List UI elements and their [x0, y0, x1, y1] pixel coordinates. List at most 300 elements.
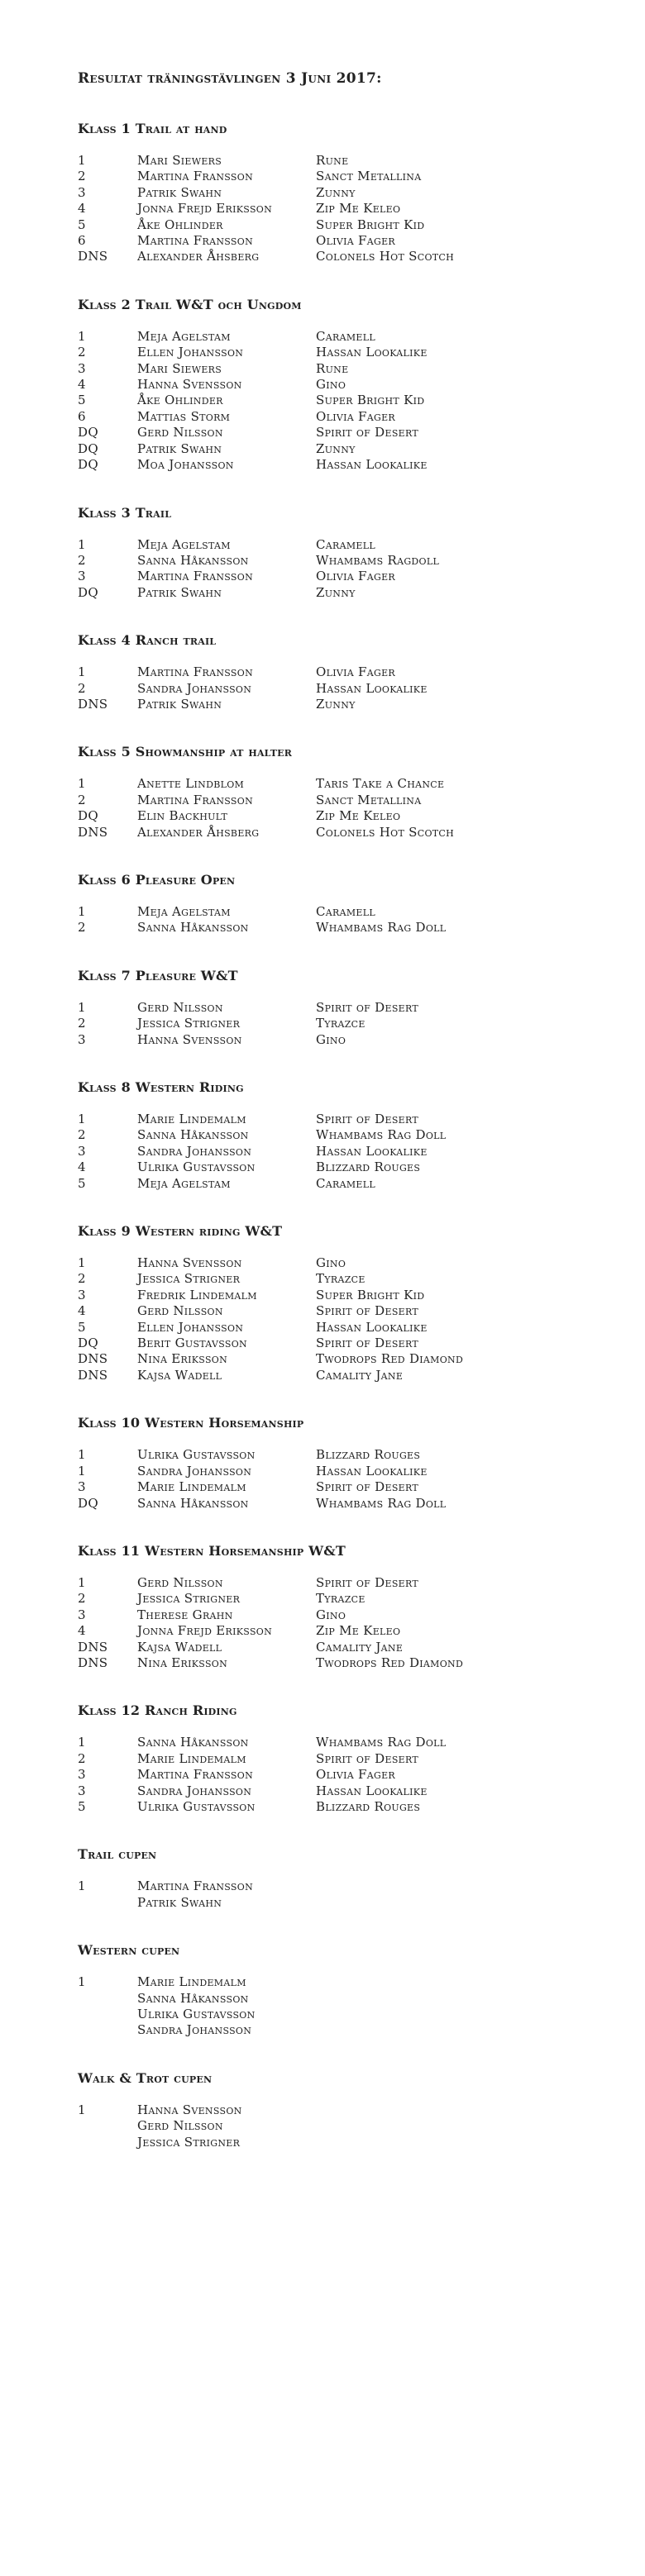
placement: 3	[78, 1479, 86, 1495]
horse-name: Zip Me Keleo	[316, 808, 401, 824]
placement: DQ	[78, 440, 98, 456]
placement: 1	[78, 1574, 86, 1590]
class-section	[78, 1079, 624, 1192]
result-row	[78, 1255, 624, 1271]
class-section	[78, 1223, 624, 1383]
rider-name: Jonna Frejd Eriksson	[137, 201, 273, 217]
class-section	[78, 632, 624, 712]
class-section	[78, 1702, 624, 1815]
rider-name: Nina Eriksson	[137, 1351, 228, 1367]
horse-name: Hassan Lookalike	[316, 1143, 428, 1159]
placement: 1	[78, 1112, 86, 1126]
rider-name: Sanna Håkansson	[137, 1495, 249, 1511]
placement: 1	[78, 1878, 86, 1894]
result-row	[78, 457, 624, 473]
placement	[78, 2007, 137, 2022]
placement: 3	[78, 1031, 86, 1047]
horse-name: Hassan Lookalike	[316, 345, 428, 360]
rider-name: Martina Fransson	[137, 233, 253, 249]
result-row	[78, 1623, 624, 1639]
rider-name: Marie Lindemalm	[137, 1750, 246, 1766]
result-row	[78, 1288, 624, 1303]
placement: 3	[78, 184, 86, 200]
member-name: Marie Lindemalm	[137, 1974, 246, 1990]
horse-name: Taris Take a Chance	[316, 776, 445, 792]
rider-name: Kajsa Wadell	[137, 1639, 222, 1655]
horse-name: Whambams Rag Doll	[316, 1495, 447, 1511]
rider-name: Nina Eriksson	[137, 1655, 228, 1670]
horse-name: Spirit of Desert	[316, 1479, 419, 1495]
cup-section	[78, 1846, 624, 1911]
rider-name: Kajsa Wadell	[137, 1367, 222, 1383]
result-row	[78, 1351, 624, 1367]
placement: 5	[78, 1798, 86, 1814]
rider-name: Moa Johansson	[137, 457, 234, 473]
rider-name: Ulrika Gustavsson	[137, 1798, 256, 1814]
horse-name: Blizzard Rouges	[316, 1159, 421, 1175]
rider-name: Sanna Håkansson	[137, 552, 249, 568]
horse-name: Gino	[316, 377, 346, 393]
horse-name: Whambams Ragdoll	[316, 552, 440, 568]
class-section	[78, 968, 624, 1048]
horse-name: Spirit of Desert	[316, 999, 419, 1015]
placement: 5	[78, 393, 86, 408]
horse-name: Olivia Fager	[316, 408, 395, 424]
placement: 2	[78, 1591, 86, 1607]
rider-name: Therese Grahn	[137, 1607, 233, 1622]
member-name: Patrik Swahn	[137, 1894, 222, 1910]
rider-name: Ellen Johansson	[137, 345, 244, 360]
horse-name: Caramell	[316, 1175, 375, 1191]
placement: 1	[78, 1447, 86, 1463]
horse-name: Sanct Metallina	[316, 169, 422, 184]
class-title: Klass 3 Trail	[78, 504, 172, 521]
result-row	[78, 664, 624, 680]
horse-name: Sanct Metallina	[316, 792, 422, 807]
placement: 3	[78, 1287, 86, 1302]
placement: 1	[78, 664, 86, 680]
placement: 3	[78, 1783, 86, 1798]
result-row	[78, 169, 624, 184]
horse-name: Caramell	[316, 536, 375, 552]
placement: 1	[78, 536, 86, 552]
horse-name: Zunny	[316, 440, 356, 456]
placement: 1	[78, 2102, 86, 2117]
result-row	[78, 361, 624, 377]
class-title: Klass 11 Western Horsemanship W&T	[78, 1542, 346, 1559]
cup-member-row	[78, 2118, 624, 2134]
result-row	[78, 1655, 624, 1671]
rider-name: Åke Ohlinder	[137, 393, 223, 408]
placement: 2	[78, 920, 86, 936]
cup-list	[78, 1846, 624, 2150]
class-section	[78, 297, 624, 474]
class-section	[78, 121, 624, 265]
horse-name: Camality Jane	[316, 1367, 404, 1383]
member-name: Ulrika Gustavsson	[137, 2007, 256, 2021]
rider-name: Hanna Svensson	[137, 377, 242, 393]
rider-name: Åke Ohlinder	[137, 217, 223, 232]
placement: DNS	[78, 1367, 108, 1383]
placement: DQ	[78, 1336, 98, 1351]
placement	[78, 1991, 137, 2007]
placement: 1	[78, 328, 86, 344]
horse-name: Camality Jane	[316, 1639, 404, 1655]
result-row	[78, 1447, 624, 1463]
horse-name: Tyrazce	[316, 1271, 366, 1287]
rider-name: Martina Fransson	[137, 1767, 253, 1783]
rider-name: Jessica Strigner	[137, 1591, 241, 1607]
page-title: Resultat träningstävlingen 3 Juni 2017:	[78, 70, 382, 87]
placement: 1	[78, 903, 86, 919]
result-row	[78, 585, 624, 601]
placement: 6	[78, 233, 86, 249]
member-name: Gerd Nilsson	[137, 2118, 223, 2134]
rider-name: Alexander Åhsberg	[137, 249, 260, 264]
placement: 3	[78, 569, 86, 584]
horse-name: Zunny	[316, 696, 356, 712]
rider-name: Elin Backhult	[137, 808, 228, 824]
cup-title: Western cupen	[78, 1942, 180, 1959]
result-row	[78, 1575, 624, 1591]
placement	[78, 1895, 137, 1911]
rider-name: Meja Agelstam	[137, 328, 231, 344]
placement: 2	[78, 1127, 86, 1143]
result-row	[78, 153, 624, 169]
result-row	[78, 201, 624, 217]
result-row	[78, 1336, 624, 1351]
horse-name: Zunny	[316, 184, 356, 200]
result-row	[78, 329, 624, 345]
result-row	[78, 1127, 624, 1143]
horse-name: Whambams Rag Doll	[316, 1735, 447, 1750]
horse-name: Rune	[316, 360, 349, 376]
cup-member-row	[78, 1974, 624, 1990]
result-row	[78, 1799, 624, 1815]
horse-name: Gino	[316, 1607, 346, 1622]
rider-name: Meja Agelstam	[137, 903, 231, 919]
horse-name: Whambams Rag Doll	[316, 920, 447, 936]
horse-name: Gino	[316, 1031, 346, 1047]
placement: 1	[78, 776, 86, 792]
placement: 5	[78, 217, 86, 232]
placement: DNS	[78, 249, 108, 264]
result-row	[78, 249, 624, 264]
rider-name: Patrik Swahn	[137, 440, 222, 456]
member-name: Jessica Strigner	[137, 2134, 241, 2150]
result-row	[78, 1751, 624, 1767]
result-row	[78, 1735, 624, 1750]
rider-name: Meja Agelstam	[137, 1175, 231, 1191]
result-row	[78, 808, 624, 824]
result-row	[78, 537, 624, 553]
placement: DNS	[78, 1655, 108, 1670]
rider-name: Mattias Storm	[137, 408, 231, 424]
rider-name: Martina Fransson	[137, 664, 253, 680]
placement: 1	[78, 1255, 86, 1271]
horse-name: Zip Me Keleo	[316, 201, 401, 217]
cup-member-row	[78, 2135, 624, 2150]
member-name: Sanna Håkansson	[137, 1990, 249, 2006]
rider-name: Sandra Johansson	[137, 1783, 252, 1798]
cup-title: Walk & Trot cupen	[78, 2069, 213, 2086]
rider-name: Jessica Strigner	[137, 1271, 241, 1287]
placement: 3	[78, 360, 86, 376]
results-document	[78, 69, 624, 2182]
placement: DQ	[78, 1495, 98, 1511]
class-list	[78, 121, 624, 1815]
class-section	[78, 1543, 624, 1671]
class-title: Klass 4 Ranch trail	[78, 632, 217, 649]
rider-name: Sandra Johansson	[137, 1143, 252, 1159]
rider-name: Jonna Frejd Eriksson	[137, 1623, 273, 1639]
horse-name: Tyrazce	[316, 1016, 366, 1031]
horse-name: Spirit of Desert	[316, 1336, 419, 1351]
horse-name: Spirit of Desert	[316, 1112, 419, 1126]
rider-name: Gerd Nilsson	[137, 1303, 223, 1319]
placement: DNS	[78, 1639, 108, 1655]
cup-member-row	[78, 1895, 624, 1911]
placement	[78, 2118, 137, 2134]
placement: DNS	[78, 696, 108, 712]
placement: DNS	[78, 824, 108, 840]
horse-name: Caramell	[316, 328, 375, 344]
class-title: Klass 2 Trail W&T och Ungdom	[78, 296, 302, 312]
placement: 2	[78, 345, 86, 360]
cup-section	[78, 2070, 624, 2150]
result-row	[78, 377, 624, 393]
cup-section	[78, 1942, 624, 2039]
result-row	[78, 681, 624, 697]
placement: DQ	[78, 808, 98, 824]
class-section	[78, 505, 624, 602]
cup-member-row	[78, 2102, 624, 2118]
horse-name: Hassan Lookalike	[316, 680, 428, 696]
rider-name: Sanna Håkansson	[137, 1127, 249, 1143]
rider-name: Martina Fransson	[137, 569, 253, 584]
placement: 4	[78, 201, 86, 217]
horse-name: Hassan Lookalike	[316, 457, 428, 473]
result-row	[78, 697, 624, 712]
rider-name: Meja Agelstam	[137, 536, 231, 552]
horse-name: Super Bright Kid	[316, 217, 425, 232]
rider-name: Gerd Nilsson	[137, 425, 223, 440]
horse-name: Zunny	[316, 584, 356, 600]
horse-name: Hassan Lookalike	[316, 1319, 428, 1335]
placement: 1	[78, 1463, 86, 1478]
result-row	[78, 776, 624, 792]
cup-member-row	[78, 1878, 624, 1894]
horse-name: Rune	[316, 153, 349, 168]
class-section	[78, 744, 624, 840]
result-row	[78, 233, 624, 249]
rider-name: Fredrik Lindemalm	[137, 1287, 257, 1302]
result-row	[78, 1159, 624, 1175]
rider-name: Marie Lindemalm	[137, 1112, 246, 1126]
placement: 4	[78, 1303, 86, 1319]
horse-name: Super Bright Kid	[316, 393, 425, 408]
placement: 3	[78, 1607, 86, 1622]
placement: 2	[78, 792, 86, 807]
result-row	[78, 569, 624, 584]
rider-name: Ulrika Gustavsson	[137, 1159, 256, 1175]
rider-name: Patrik Swahn	[137, 584, 222, 600]
horse-name: Olivia Fager	[316, 664, 395, 680]
class-section	[78, 1415, 624, 1512]
result-row	[78, 1271, 624, 1287]
class-title: Klass 6 Pleasure Open	[78, 871, 236, 888]
rider-name: Martina Fransson	[137, 169, 253, 184]
horse-name: Blizzard Rouges	[316, 1447, 421, 1463]
result-row	[78, 1767, 624, 1783]
horse-name: Olivia Fager	[316, 233, 395, 249]
placement: 3	[78, 1767, 86, 1783]
placement: 1	[78, 999, 86, 1015]
horse-name: Hassan Lookalike	[316, 1463, 428, 1478]
rider-name: Martina Fransson	[137, 792, 253, 807]
horse-name: Hassan Lookalike	[316, 1783, 428, 1798]
placement	[78, 2022, 137, 2038]
rider-name: Jessica Strigner	[137, 1016, 241, 1031]
result-row	[78, 1640, 624, 1655]
cup-member-row	[78, 2022, 624, 2038]
rider-name: Sanna Håkansson	[137, 920, 249, 936]
horse-name: Zip Me Keleo	[316, 1623, 401, 1639]
result-row	[78, 904, 624, 920]
result-row	[78, 1591, 624, 1607]
placement: 2	[78, 1271, 86, 1287]
result-row	[78, 393, 624, 408]
horse-name: Super Bright Kid	[316, 1287, 425, 1302]
placement: 4	[78, 377, 86, 393]
class-title: Klass 5 Showmanship at halter	[78, 744, 293, 760]
cup-member-row	[78, 2007, 624, 2022]
result-row	[78, 409, 624, 425]
horse-name: Colonels Hot Scotch	[316, 249, 455, 264]
result-row	[78, 425, 624, 440]
rider-name: Hanna Svensson	[137, 1255, 242, 1271]
placement: 2	[78, 552, 86, 568]
horse-name: Spirit of Desert	[316, 1574, 419, 1590]
result-row	[78, 1783, 624, 1799]
placement: DQ	[78, 457, 98, 473]
placement: 5	[78, 1175, 86, 1191]
placement: 2	[78, 1016, 86, 1031]
class-title: Klass 10 Western Horsemanship	[78, 1415, 304, 1431]
rider-name: Sanna Håkansson	[137, 1735, 249, 1750]
placement	[78, 2135, 137, 2150]
rider-name: Marie Lindemalm	[137, 1479, 246, 1495]
rider-name: Ulrika Gustavsson	[137, 1447, 256, 1463]
class-title: Klass 1 Trail at hand	[78, 121, 227, 136]
cup-member-row	[78, 1991, 624, 2007]
result-row	[78, 793, 624, 808]
result-row	[78, 441, 624, 457]
placement: 4	[78, 1159, 86, 1175]
member-name: Hanna Svensson	[137, 2102, 242, 2117]
result-row	[78, 1496, 624, 1512]
rider-name: Berit Gustavsson	[137, 1336, 247, 1351]
result-row	[78, 1176, 624, 1192]
horse-name: Blizzard Rouges	[316, 1798, 421, 1814]
horse-name: Olivia Fager	[316, 569, 395, 584]
rider-name: Mari Siewers	[137, 360, 222, 376]
result-row	[78, 217, 624, 233]
result-row	[78, 1479, 624, 1495]
horse-name: Spirit of Desert	[316, 425, 419, 440]
horse-name: Spirit of Desert	[316, 1750, 419, 1766]
member-name: Martina Fransson	[137, 1878, 253, 1894]
class-title: Klass 9 Western riding W&T	[78, 1223, 283, 1240]
placement: 1	[78, 1974, 86, 1990]
rider-name: Gerd Nilsson	[137, 999, 223, 1015]
placement: 3	[78, 1143, 86, 1159]
placement: 2	[78, 680, 86, 696]
rider-name: Sandra Johansson	[137, 1463, 252, 1478]
placement: 4	[78, 1623, 86, 1639]
horse-name: Gino	[316, 1255, 346, 1271]
horse-name: Olivia Fager	[316, 1767, 395, 1783]
class-title: Klass 7 Pleasure W&T	[78, 967, 238, 983]
placement: 2	[78, 1750, 86, 1766]
rider-name: Hanna Svensson	[137, 1031, 242, 1047]
result-row	[78, 1320, 624, 1336]
horse-name: Whambams Rag Doll	[316, 1127, 447, 1143]
rider-name: Mari Siewers	[137, 153, 222, 168]
cup-title: Trail cupen	[78, 1846, 157, 1863]
horse-name: Colonels Hot Scotch	[316, 824, 455, 840]
placement: 5	[78, 1319, 86, 1335]
result-row	[78, 1016, 624, 1031]
horse-name: Caramell	[316, 903, 375, 919]
class-title: Klass 8 Western Riding	[78, 1079, 244, 1095]
result-row	[78, 1032, 624, 1048]
rider-name: Alexander Åhsberg	[137, 824, 260, 840]
result-row	[78, 185, 624, 201]
rider-name: Patrik Swahn	[137, 184, 222, 200]
placement: DQ	[78, 425, 98, 440]
placement: 6	[78, 408, 86, 424]
result-row	[78, 1000, 624, 1016]
rider-name: Sandra Johansson	[137, 680, 252, 696]
result-row	[78, 825, 624, 840]
placement: 1	[78, 153, 86, 168]
class-section	[78, 872, 624, 936]
placement: DQ	[78, 584, 98, 600]
result-row	[78, 920, 624, 936]
placement: 1	[78, 1735, 86, 1750]
rider-name: Anette Lindblom	[137, 776, 245, 792]
horse-name: Twodrops Red Diamond	[316, 1655, 464, 1670]
horse-name: Tyrazce	[316, 1591, 366, 1607]
result-row	[78, 1368, 624, 1383]
member-name: Sandra Johansson	[137, 2022, 252, 2038]
placement: 2	[78, 169, 86, 184]
result-row	[78, 1112, 624, 1127]
result-row	[78, 553, 624, 569]
rider-name: Gerd Nilsson	[137, 1574, 223, 1590]
result-row	[78, 1464, 624, 1479]
rider-name: Patrik Swahn	[137, 696, 222, 712]
rider-name: Ellen Johansson	[137, 1319, 244, 1335]
result-row	[78, 1303, 624, 1319]
result-row	[78, 1144, 624, 1159]
placement: DNS	[78, 1351, 108, 1367]
class-title: Klass 12 Ranch Riding	[78, 1702, 237, 1719]
result-row	[78, 1607, 624, 1623]
horse-name: Spirit of Desert	[316, 1303, 419, 1319]
horse-name: Twodrops Red Diamond	[316, 1351, 464, 1367]
